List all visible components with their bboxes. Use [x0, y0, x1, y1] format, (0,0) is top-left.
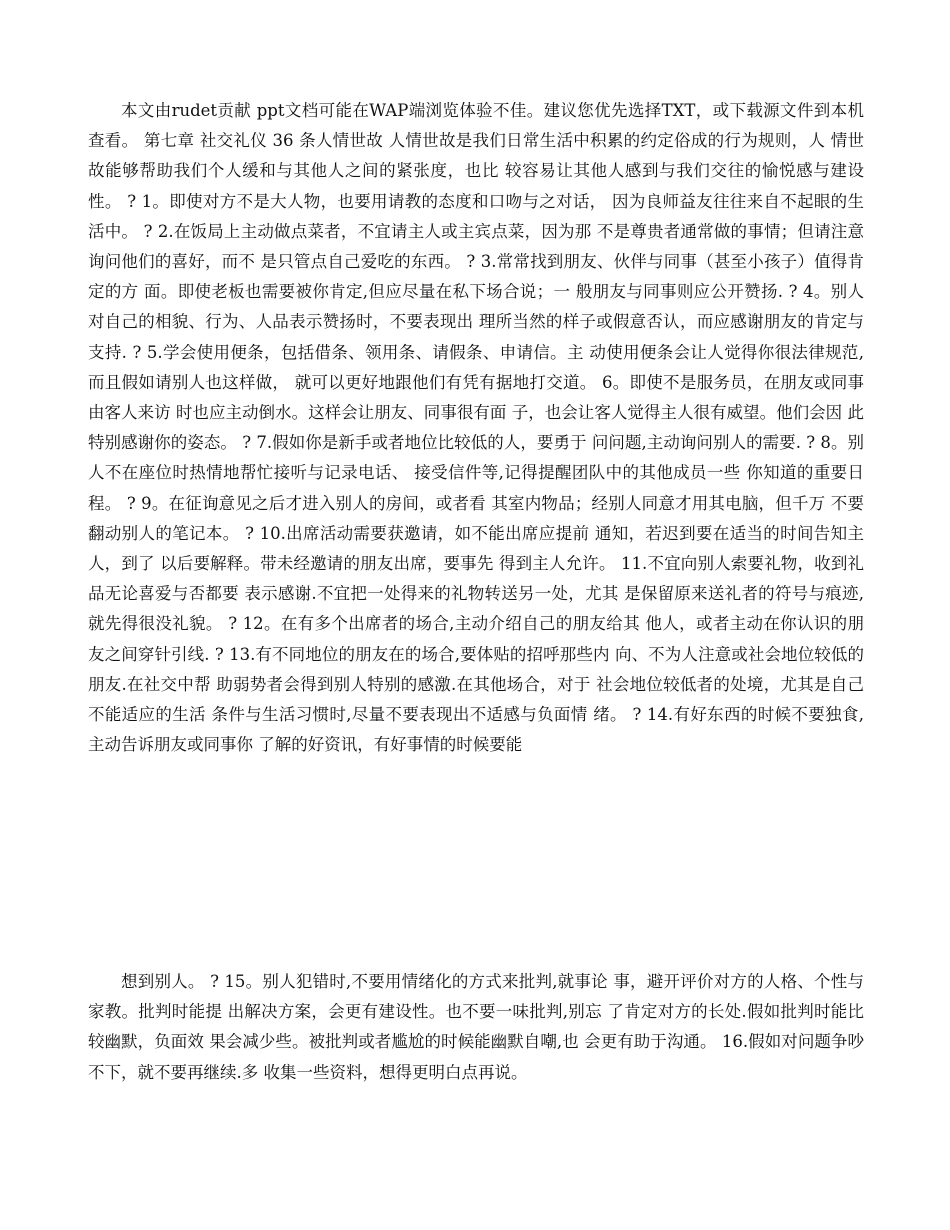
body-paragraph: 想到别人。 ? 15。别人犯错时,不要用情绪化的方式来批判,就事论 事，避开评价对方的人格、个性与家教。批判时能提 出解决方案，会更有建设性。也不要一味批判,别忘 了肯定对方的长处.假如批判时能比较幽默，负面效 果会减少些。被批判或者尴尬的时候能幽默自嘲,也 会更有助于沟通。 16.假如对问题争吵不下，就不要再继续.多 收集一些资料，想得更明白点再说。 [88, 972, 864, 1082]
body-paragraph: 本文由rudet贡献 ppt文档可能在WAP端浏览体验不佳。建议您优先选择TXT，或下载源文件到本机查看。 第七章 社交礼仪 36 条人情世故 人情世故是我们日常生活中积累的约定俗成的行为规则，人 情世故能够帮助我们个人缓和与其他人之间的紧张度，也比 较容易让其他人感到与我们交往的愉悦感与建设性。 ? 1。即使对方不是大人物，也要用请教的态度和口吻与之对话， 因为良师益友往往来自不起眼的生活中。 ? 2.在饭局上主动做点菜者，不宜请主人或主宾点菜，因为那 不是尊贵者通常做的事情；但请注意询问他们的喜好，而不 是只管点自己爱吃的东西。 ? 3.常常找到朋友、伙伴与同事（甚至小孩子）值得肯定的方 面。即使老板也需要被你肯定,但应尽量在私下场合说；一 般朋友与同事则应公开赞扬. ? 4。别人对自己的相貌、行为、人品表示赞扬时，不要表现出 理所当然的样子或假意否认，而应感谢朋友的肯定与支持. ? 5.学会使用便条，包括借条、领用条、请假条、申请信。主 动使用便条会让人觉得你很法律规范,而且假如请别人也这样做， 就可以更好地跟他们有凭有据地打交道。 6。即使不是服务员，在朋友或同事由客人来访 时也应主动倒水。这样会让朋友、同事很有面 子，也会让客人觉得主人很有威望。他们会因 此特别感谢你的姿态。 ? 7.假如你是新手或者地位比较低的人，要勇于 问问题,主动询问别人的需要. ? 8。别人不在座位时热情地帮忙接听与记录电话、 接受信件等,记得提醒团队中的其他成员一些 你知道的重要日程。 ? 9。在征询意见之后才进入别人的房间，或者看 其室内物品；经别人同意才用其电脑，但千万 不要翻动别人的笔记本。 ? 10.出席活动需要获邀请，如不能出席应提前 通知，若迟到要在适当的时间告知主人，到了 以后要解释。带未经邀请的朋友出席，要事先 得到主人允许。 11.不宜向别人索要礼物，收到礼品无论喜爱与否都要 表示感谢.不宜把一处得来的礼物转送另一处，尤其 是保留原来送礼者的符号与痕迹,就先得很没礼貌。 ? 12。在有多个出席者的场合,主动介绍自己的朋友给其 他人，或者主动在你认识的朋友之间穿针引线. ? 13.有不同地位的朋友在的场合,要体贴的招呼那些内 向、不为人注意或社会地位较低的朋友.在社交中帮 助弱势者会得到别人特别的感激.在其他场合，对于 社会地位较低者的处境，尤其是自己不能适应的生活 条件与生活习惯时,尽量不要表现出不适感与负面情 绪。 ? 14.有好东西的时候不要独食,主动告诉朋友或同事你 了解的好资讯，有好事情的时候要能 [88, 101, 864, 755]
